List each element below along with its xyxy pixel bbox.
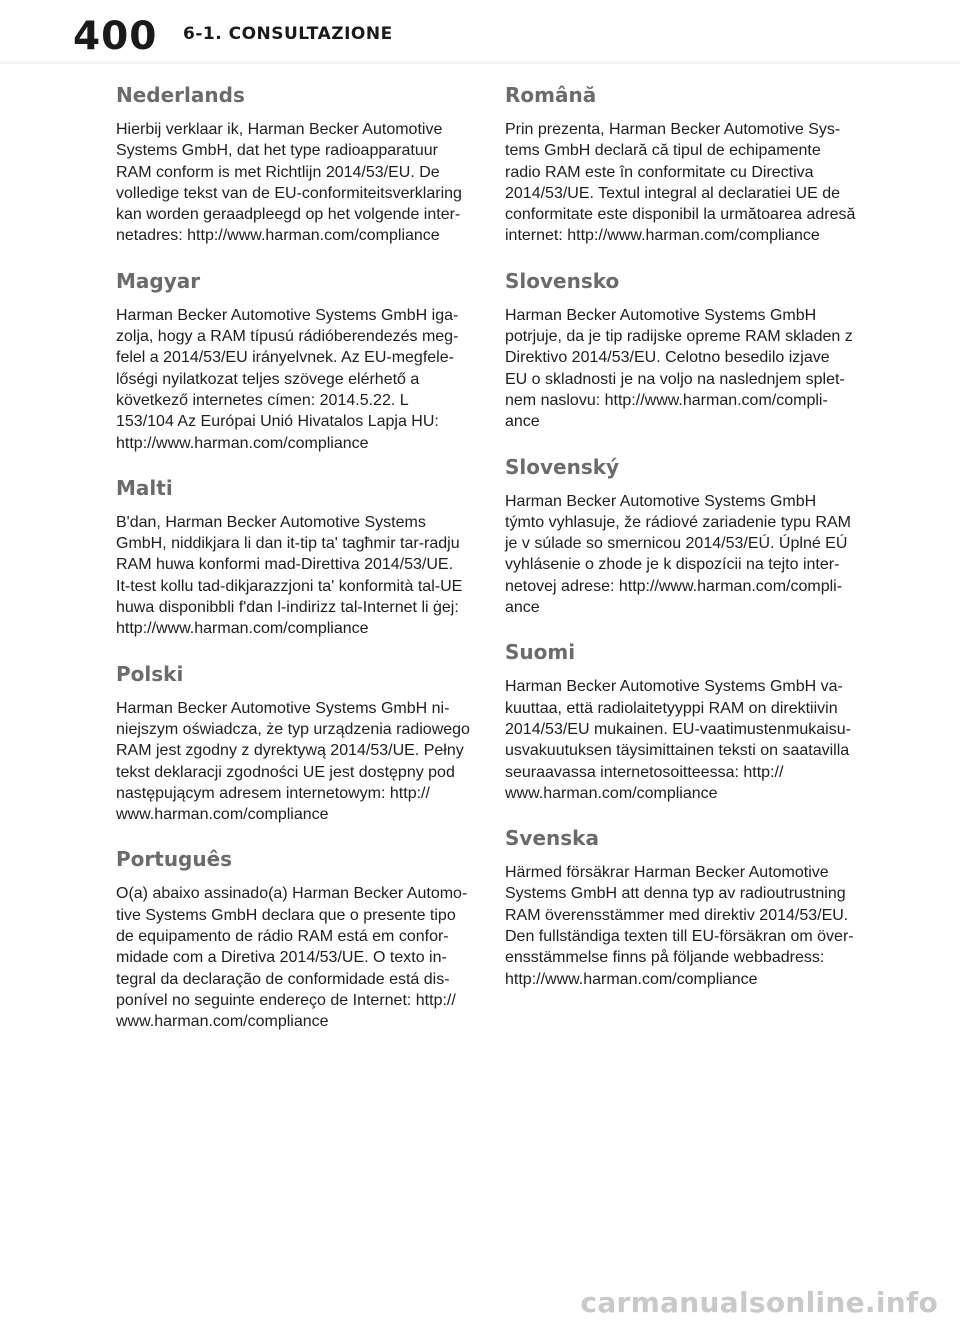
text-line: radio RAM este în conformitate cu Directiva bbox=[505, 163, 814, 181]
declaration-text bbox=[116, 883, 472, 1032]
text-line: vyhlásenie o zhode je k dispozícii na tejto inter- bbox=[505, 556, 840, 574]
text-line: It-test kollu tad-dikjarazzjoni ta' konformità tal-UE bbox=[116, 577, 463, 595]
declaration-text bbox=[505, 305, 861, 433]
section-slovensko bbox=[505, 266, 861, 433]
page-header bbox=[0, 0, 960, 70]
text-line: nem naslovu: http://www.harman.com/compli- bbox=[505, 391, 828, 409]
text-line: http://www.harman.com/compliance bbox=[116, 434, 369, 452]
section-polski bbox=[116, 659, 472, 826]
text-line: kan worden geraadpleegd op het volgende inter- bbox=[116, 206, 461, 224]
section-nederlands bbox=[116, 80, 472, 247]
declaration-text bbox=[505, 119, 861, 247]
text-line: B'dan, Harman Becker Automotive Systems bbox=[116, 513, 426, 531]
text-line: www.harman.com/compliance bbox=[116, 1013, 329, 1031]
text-line: RAM överensstämmer med direktiv 2014/53/EU. bbox=[505, 906, 849, 924]
page-number: 400 bbox=[73, 14, 158, 59]
language-heading: Suomi bbox=[505, 640, 576, 665]
text-line: lőségi nyilatkozat teljes szövege elérhető a bbox=[116, 370, 420, 388]
text-line: www.harman.com/compliance bbox=[505, 784, 718, 802]
section-svenska bbox=[505, 823, 861, 990]
text-line: Harman Becker Automotive Systems GmbH iga- bbox=[116, 306, 459, 324]
text-line: www.harman.com/compliance bbox=[116, 806, 329, 824]
text-line: huwa disponibbli f'dan l-indirizz tal-Internet li ġej: bbox=[116, 599, 459, 617]
text-line: RAM jest zgodny z dyrektywą 2014/53/UE. Pełny bbox=[116, 742, 464, 760]
text-line: ance bbox=[505, 413, 540, 431]
text-line: 2014/53/EU mukainen. EU-vaatimustenmukaisu- bbox=[505, 720, 851, 738]
left-column bbox=[116, 80, 472, 1052]
text-line: tekst deklaracji zgodności UE jest dostępny pod bbox=[116, 763, 455, 781]
text-line: O(a) abaixo assinado(a) Harman Becker Automo- bbox=[116, 885, 468, 903]
text-line: Direktivo 2014/53/EU. Celotno besedilo izjave bbox=[505, 349, 830, 367]
language-heading: Português bbox=[116, 847, 233, 872]
declaration-text bbox=[116, 512, 472, 640]
text-line: következő internetes címen: 2014.5.22. L bbox=[116, 391, 409, 409]
text-line: Härmed försäkrar Harman Becker Automotive bbox=[505, 864, 829, 882]
language-heading: Magyar bbox=[116, 268, 201, 293]
language-heading: Slovensko bbox=[505, 268, 620, 293]
section-magyar bbox=[116, 266, 472, 454]
text-line: ensstämmelse finns på följande webbadress: bbox=[505, 949, 825, 967]
text-line: potrjuje, da je tip radijske opreme RAM skladen z bbox=[505, 328, 853, 346]
text-line: netadres: http://www.harman.com/compliance bbox=[116, 227, 440, 245]
text-line: RAM conform is met Richtlijn 2014/53/EU. De bbox=[116, 163, 440, 181]
text-line: volledige tekst van de EU-conformiteitsverklaring bbox=[116, 184, 462, 202]
section-malti bbox=[116, 473, 472, 640]
text-line: netovej adrese: http://www.harman.com/compli- bbox=[505, 577, 843, 595]
text-line: http://www.harman.com/compliance bbox=[116, 620, 369, 638]
chapter-title: 6-1. CONSULTAZIONE bbox=[183, 24, 393, 44]
text-line: Hierbij verklaar ik, Harman Becker Automotive bbox=[116, 121, 443, 138]
declaration-text bbox=[505, 676, 861, 804]
language-heading: Polski bbox=[116, 661, 184, 686]
text-line: zolja, hogy a RAM típusú rádióberendezés meg- bbox=[116, 328, 459, 346]
language-heading: Nederlands bbox=[116, 83, 245, 107]
text-line: Harman Becker Automotive Systems GmbH ni- bbox=[116, 699, 450, 717]
text-line: tems GmbH declară că tipul de echipamente bbox=[505, 142, 821, 160]
text-line: týmto vyhlasuje, že rádiové zariadenie typu RAM bbox=[505, 513, 851, 531]
text-line: http://www.harman.com/compliance bbox=[505, 970, 758, 988]
text-line: Harman Becker Automotive Systems GmbH bbox=[505, 492, 817, 510]
text-line: ponível no seguinte endereço de Internet: http:// bbox=[116, 991, 456, 1009]
declaration-text bbox=[505, 862, 861, 990]
watermark: carmanualsonline.info bbox=[580, 1286, 938, 1319]
text-line: Prin prezenta, Harman Becker Automotive Sys- bbox=[505, 121, 841, 138]
language-heading: Română bbox=[505, 83, 597, 107]
text-line: tegral da declaração de conformidade está dis- bbox=[116, 970, 450, 988]
declaration-text bbox=[505, 491, 861, 619]
declaration-text bbox=[116, 698, 472, 826]
text-line: midade com a Diretiva 2014/53/UE. O texto in- bbox=[116, 949, 447, 967]
text-line: Harman Becker Automotive Systems GmbH va- bbox=[505, 678, 843, 696]
text-line: kuuttaa, että radiolaitetyyppi RAM on direktiivin bbox=[505, 699, 838, 717]
right-column bbox=[505, 80, 861, 1009]
text-line: seuraavassa internetosoitteessa: http:// bbox=[505, 763, 784, 781]
text-line: EU o skladnosti je na voljo na naslednjem splet- bbox=[505, 370, 845, 388]
text-line: 2014/53/UE. Textul integral al declaratiei UE de bbox=[505, 184, 841, 202]
text-line: de equipamento de rádio RAM está em confor- bbox=[116, 928, 449, 946]
text-line: następującym adresem internetowym: http:// bbox=[116, 784, 430, 802]
text-line: tive Systems GmbH declara que o presente tipo bbox=[116, 906, 456, 924]
text-line: je v súlade so smernicou 2014/53/EÚ. Úplné EÚ bbox=[505, 535, 848, 553]
text-line: Systems GmbH att denna typ av radioutrustning bbox=[505, 885, 846, 903]
declaration-text bbox=[116, 119, 472, 247]
language-heading: Slovenský bbox=[505, 454, 620, 479]
text-line: usvakuutuksen täysimittainen teksti on saatavilla bbox=[505, 742, 850, 760]
section-suomi bbox=[505, 637, 861, 804]
header-divider bbox=[0, 60, 960, 64]
language-heading: Malti bbox=[116, 475, 173, 500]
language-heading: Svenska bbox=[505, 826, 599, 851]
declaration-text bbox=[116, 305, 472, 454]
text-line: Den fullständiga texten till EU-försäkran om över- bbox=[505, 928, 854, 946]
text-line: niejszym oświadcza, że typ urządzenia radiowego bbox=[116, 720, 470, 738]
text-line: RAM huwa konformi mad-Direttiva 2014/53/UE. bbox=[116, 556, 454, 574]
section-romana bbox=[505, 80, 861, 247]
text-line: internet: http://www.harman.com/compliance bbox=[505, 227, 820, 245]
section-portugues bbox=[116, 844, 472, 1032]
text-line: Harman Becker Automotive Systems GmbH bbox=[505, 306, 817, 324]
text-line: ance bbox=[505, 599, 540, 617]
text-line: Systems GmbH, dat het type radioapparatuur bbox=[116, 142, 438, 160]
text-line: felel a 2014/53/EU irányelvnek. Az EU-megfele- bbox=[116, 349, 454, 367]
text-line: conformitate este disponibil la următoarea adresă bbox=[505, 206, 856, 224]
text-line: 153/104 Az Európai Unió Hivatalos Lapja HU: bbox=[116, 413, 439, 431]
text-line: GmbH, niddikjara li dan it-tip ta' tagħmir tar-radju bbox=[116, 535, 460, 553]
section-slovensky bbox=[505, 452, 861, 619]
